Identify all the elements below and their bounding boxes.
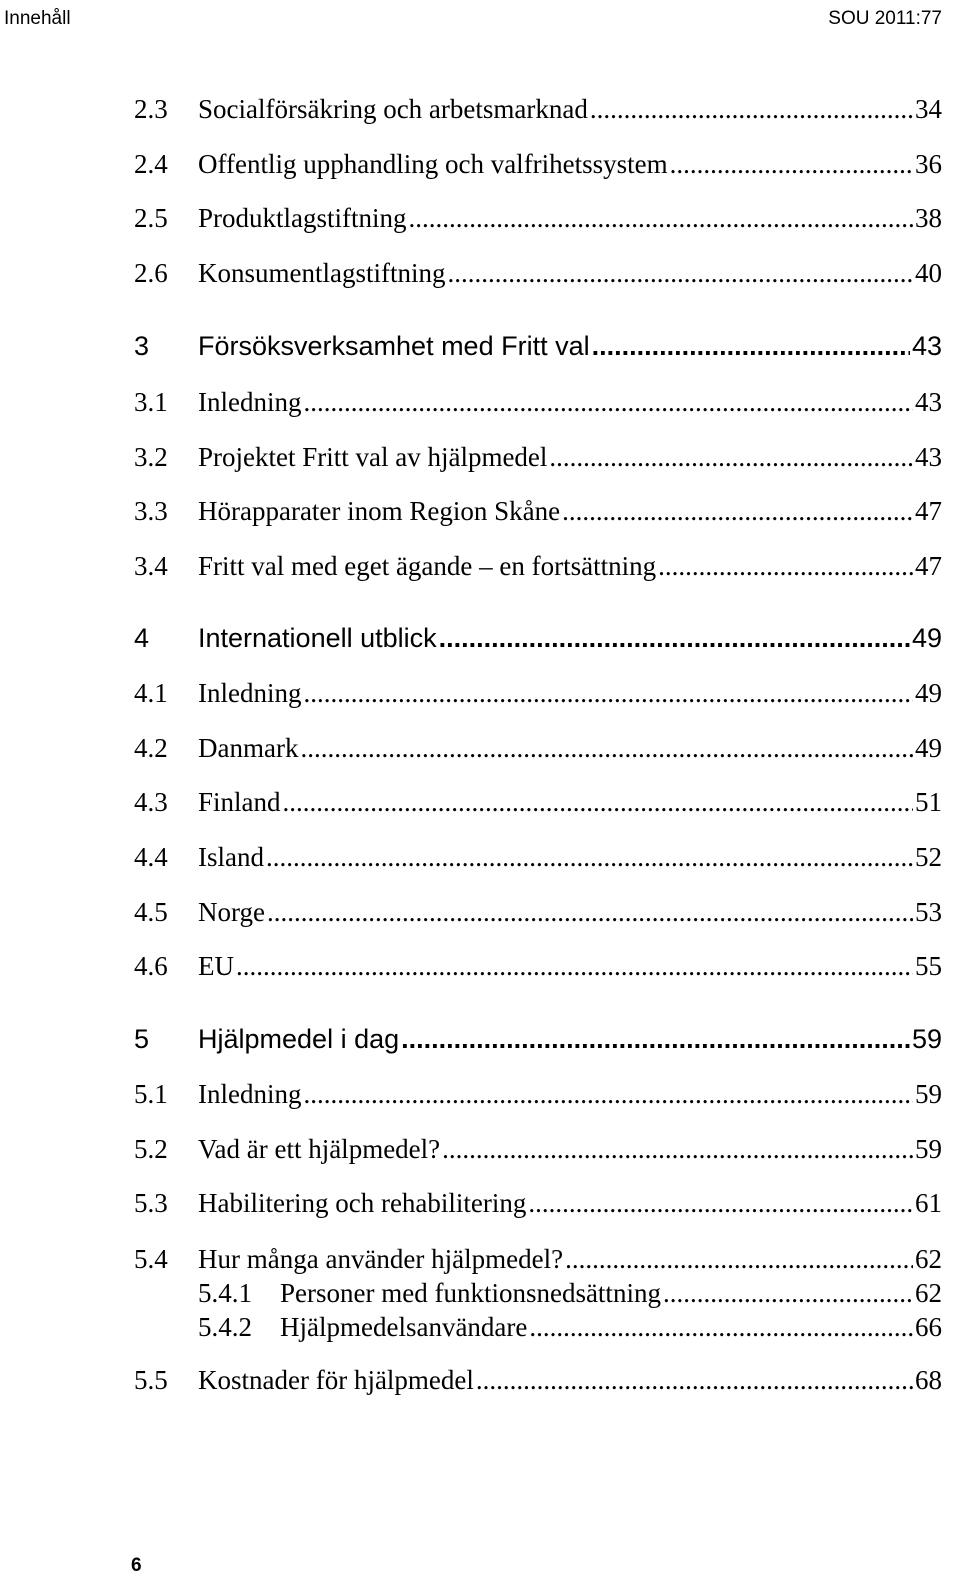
entry-number: 2.4 xyxy=(134,149,168,179)
chapter-number: 3 xyxy=(134,331,150,361)
dot-leader xyxy=(442,1129,913,1169)
entry-title: Fritt val med eget ägande – en fortsättning xyxy=(198,551,657,581)
entry-number: 3.3 xyxy=(134,496,168,526)
entry-title: EU xyxy=(198,951,234,981)
entry-number: 4.3 xyxy=(134,787,168,817)
entry-title: Habilitering och rehabilitering xyxy=(198,1188,527,1218)
entry-title: Finland xyxy=(198,787,281,817)
chapter-title: Försöksverksamhet med Fritt val xyxy=(198,331,590,361)
dot-leader xyxy=(592,326,910,366)
entry-page: 43 xyxy=(915,442,942,472)
page-number: 6 xyxy=(131,1555,142,1576)
toc-entry[interactable] xyxy=(134,837,942,877)
entry-page: 53 xyxy=(915,897,942,927)
entry-page: 36 xyxy=(915,149,942,179)
entry-title: Inledning xyxy=(198,1079,302,1109)
subentry-page: 66 xyxy=(915,1312,942,1342)
entry-number: 5.5 xyxy=(134,1365,168,1395)
document-id: SOU 2011:77 xyxy=(828,8,942,29)
entry-page: 68 xyxy=(915,1365,942,1395)
entry-number: 3.2 xyxy=(134,442,168,472)
dot-leader xyxy=(303,382,913,422)
entry-number: 4.2 xyxy=(134,733,168,763)
dot-leader xyxy=(658,546,913,586)
dot-leader xyxy=(303,1074,913,1114)
toc-entry[interactable] xyxy=(134,491,942,531)
entry-title: Projektet Fritt val av hjälpmedel xyxy=(198,442,548,472)
entry-title: Inledning xyxy=(198,387,302,417)
dot-leader xyxy=(303,673,913,713)
toc-entry[interactable] xyxy=(134,892,942,932)
entry-title: Hur många använder hjälpmedel? xyxy=(198,1244,564,1274)
toc-chapter-entry[interactable] xyxy=(134,618,942,658)
toc-entry[interactable] xyxy=(134,728,942,768)
entry-page: 55 xyxy=(915,951,942,981)
toc-entry[interactable] xyxy=(134,144,942,184)
entry-title: Offentlig upphandling och valfrihetssystem xyxy=(198,149,668,179)
entry-number: 2.3 xyxy=(134,94,168,124)
entry-title: Danmark xyxy=(198,733,299,763)
chapter-number: 4 xyxy=(134,623,150,653)
toc-entry[interactable] xyxy=(134,1183,942,1223)
entry-number: 5.4 xyxy=(134,1244,168,1274)
entry-page: 59 xyxy=(915,1134,942,1164)
chapter-number: 5 xyxy=(134,1024,150,1054)
subentry-page: 62 xyxy=(915,1278,942,1308)
entry-title: Konsumentlagstiftning xyxy=(198,258,446,288)
toc-entry[interactable] xyxy=(134,253,942,293)
toc-entry[interactable] xyxy=(134,946,942,986)
entry-number: 5.2 xyxy=(134,1134,168,1164)
dot-leader xyxy=(528,1183,913,1223)
entry-number: 4.5 xyxy=(134,897,168,927)
entry-title: Inledning xyxy=(198,678,302,708)
entry-title: Socialförsäkring och arbetsmarknad xyxy=(198,94,588,124)
entry-page: 38 xyxy=(915,203,942,233)
entry-title: Hörapparater inom Region Skåne xyxy=(198,496,561,526)
entry-title: Kostnader för hjälpmedel xyxy=(198,1365,474,1395)
chapter-title: Hjälpmedel i dag xyxy=(198,1024,400,1054)
toc-entry[interactable] xyxy=(134,782,942,822)
chapter-title: Internationell utblick xyxy=(198,623,437,653)
dot-leader xyxy=(670,144,913,184)
dot-leader xyxy=(266,837,913,877)
entry-number: 5.3 xyxy=(134,1188,168,1218)
dot-leader xyxy=(476,1360,913,1400)
toc-subentry[interactable] xyxy=(198,1307,942,1347)
entry-page: 47 xyxy=(915,551,942,581)
entry-page: 61 xyxy=(915,1188,942,1218)
dot-leader xyxy=(267,892,913,932)
dot-leader xyxy=(590,89,913,129)
dot-leader xyxy=(439,618,910,658)
dot-leader xyxy=(562,491,913,531)
chapter-page: 49 xyxy=(911,623,942,653)
dot-leader xyxy=(236,946,913,986)
toc-entry[interactable] xyxy=(134,546,942,586)
toc-entry[interactable] xyxy=(134,1129,942,1169)
entry-page: 59 xyxy=(915,1079,942,1109)
chapter-page: 43 xyxy=(911,331,942,361)
dot-leader xyxy=(409,198,914,238)
entry-page: 49 xyxy=(915,733,942,763)
entry-title: Island xyxy=(198,842,264,872)
dot-leader xyxy=(529,1307,913,1347)
chapter-page: 59 xyxy=(911,1024,942,1054)
entry-number: 3.1 xyxy=(134,387,168,417)
entry-title: Norge xyxy=(198,897,265,927)
entry-title: Vad är ett hjälpmedel? xyxy=(198,1134,441,1164)
subentry-title: Hjälpmedelsanvändare xyxy=(280,1312,528,1342)
entry-number: 2.6 xyxy=(134,258,168,288)
dot-leader xyxy=(283,782,913,822)
page-header xyxy=(4,6,942,32)
entry-page: 52 xyxy=(915,842,942,872)
entry-page: 62 xyxy=(915,1244,942,1274)
entry-number: 5.1 xyxy=(134,1079,168,1109)
dot-leader xyxy=(300,728,913,768)
entry-page: 51 xyxy=(915,787,942,817)
subentry-number: 5.4.1 xyxy=(198,1278,252,1308)
dot-leader xyxy=(401,1019,910,1059)
entry-page: 34 xyxy=(915,94,942,124)
entry-number: 4.6 xyxy=(134,951,168,981)
entry-page: 47 xyxy=(915,496,942,526)
entry-page: 40 xyxy=(915,258,942,288)
subentry-title: Personer med funktionsnedsättning xyxy=(280,1278,661,1308)
dot-leader xyxy=(549,437,913,477)
toc-entry[interactable] xyxy=(134,1360,942,1400)
toc-entry[interactable] xyxy=(134,673,942,713)
toc-chapter-entry[interactable] xyxy=(134,326,942,366)
subentry-number: 5.4.2 xyxy=(198,1312,252,1342)
entry-number: 4.1 xyxy=(134,678,168,708)
entry-number: 4.4 xyxy=(134,842,168,872)
toc-entry[interactable] xyxy=(134,382,942,422)
entry-number: 2.5 xyxy=(134,203,168,233)
entry-page: 49 xyxy=(915,678,942,708)
dot-leader xyxy=(447,253,913,293)
toc-entry[interactable] xyxy=(134,89,942,129)
toc-entry[interactable] xyxy=(134,437,942,477)
entry-page: 43 xyxy=(915,387,942,417)
toc-entry[interactable] xyxy=(134,1074,942,1114)
toc-chapter-entry[interactable] xyxy=(134,1019,942,1059)
entry-number: 3.4 xyxy=(134,551,168,581)
section-label: Innehåll xyxy=(4,8,71,29)
entry-title: Produktlagstiftning xyxy=(198,203,407,233)
toc-entry[interactable] xyxy=(134,198,942,238)
